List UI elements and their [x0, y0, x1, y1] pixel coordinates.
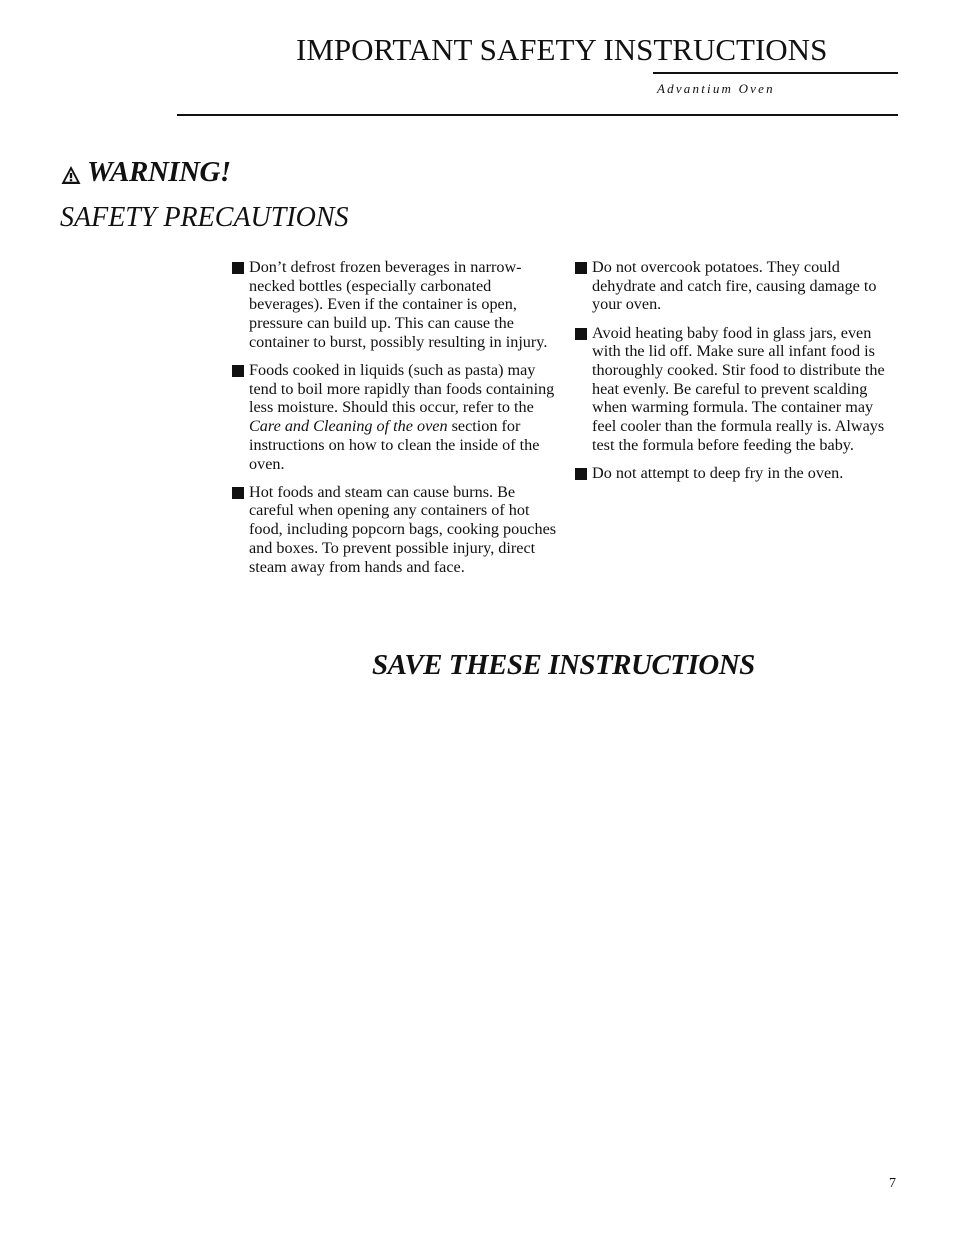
warning-heading: [61, 152, 231, 192]
warning-label: WARNING!: [87, 155, 231, 188]
list-item-text: Hot foods and steam can cause burns. Be careful when opening any containers of hot food, including popcorn bags, cooking pouches and boxes. To prevent possible injury, direct steam away from hands and face.: [249, 482, 557, 576]
list-item-text: Do not overcook potatoes. They could dehydrate and catch fire, causing damage to your oven.: [592, 258, 877, 314]
header-rule-long: [177, 114, 898, 116]
list-item: [232, 483, 557, 577]
square-bullet-icon: [232, 365, 244, 377]
left-column: [232, 258, 557, 586]
right-column: [575, 258, 895, 492]
square-bullet-icon: [232, 487, 244, 499]
list-item-text: Don’t defrost frozen beverages in narrow-necked bottles (especially carbonated beverages). Even if the container is open, pressure can build up. This can cause the container to burst, possibly resulting in injury.: [249, 258, 548, 351]
list-item-text: [249, 361, 557, 473]
list-item-text: Do not attempt to deep fry in the oven.: [592, 464, 844, 483]
square-bullet-icon: [232, 262, 244, 274]
list-item: [232, 258, 557, 352]
list-item-text-part: Foods cooked in liquids (such as pasta) may tend to boil more rapidly than foods containing less moisture. Should this occur, refer to the: [249, 361, 555, 417]
list-item: [575, 258, 895, 314]
list-item: [575, 464, 895, 483]
section-title: SAFETY PRECAUTIONS: [60, 202, 349, 233]
page-header-subtitle: Advantium Oven: [657, 81, 775, 96]
header-rule-short: [653, 72, 898, 74]
list-item-text: Avoid heating baby food in glass jars, even with the lid off. Make sure all infant food is thoroughly cooked. Stir food to distribute the heat evenly. Be careful to prevent scalding when warming formula. The container may feel cooler than the formula really is. Always test the formula before feeding the baby.: [592, 323, 885, 454]
manual-section-reference: Care and Cleaning of the oven: [249, 417, 448, 436]
warning-triangle-icon: [61, 165, 81, 185]
list-item: [575, 324, 895, 455]
save-instructions-title: SAVE THESE INSTRUCTIONS: [372, 649, 755, 681]
square-bullet-icon: [575, 468, 587, 480]
square-bullet-icon: [575, 262, 587, 274]
page-header-title: IMPORTANT SAFETY INSTRUCTIONS: [296, 32, 828, 67]
list-item-text-part: section for instructions on how to clean the inside of the oven.: [249, 417, 540, 473]
list-item: [232, 361, 557, 473]
page-number: 7: [889, 1176, 896, 1191]
square-bullet-icon: [575, 328, 587, 340]
